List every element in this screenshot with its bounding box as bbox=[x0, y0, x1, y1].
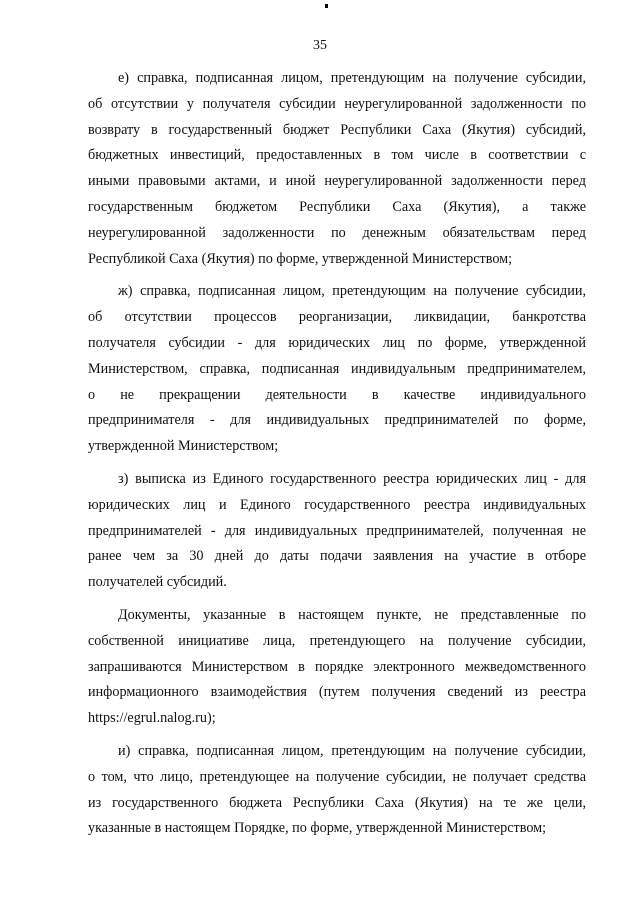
text-line: указанные в настоящем Порядке, по форме, утвержденной Министерством; bbox=[88, 820, 547, 837]
paragraph-i bbox=[88, 739, 586, 842]
text-line: получателей субсидий. bbox=[88, 574, 227, 591]
text-line: ранее чем за 30 дней до даты подачи заявления на участие в отборе bbox=[88, 548, 586, 565]
text-line: о не прекращении деятельности в качестве индивидуального bbox=[88, 386, 586, 403]
text-line: утвержденной Министерством; bbox=[88, 438, 279, 455]
text-line: об отсутствии у получателя субсидии неурегулированной задолженности по bbox=[88, 95, 586, 112]
text-line: предпринимателей - для индивидуальных предпринимателей, полученная не bbox=[88, 522, 586, 539]
page-number: 35 bbox=[313, 38, 327, 53]
text-line: предпринимателя - для индивидуальных предпринимателей по форме, bbox=[88, 412, 586, 429]
text-line: Министерством, справка, подписанная индивидуальным предпринимателем, bbox=[88, 360, 586, 377]
text-line: юридических лиц и Единого государственного реестра индивидуальных bbox=[88, 496, 586, 513]
text-line: е) справка, подписанная лицом, претендующим на получение субсидии, bbox=[118, 70, 586, 86]
text-line: об отсутствии процессов реорганизации, ликвидации, банкротства bbox=[88, 309, 586, 326]
text-line: и) справка, подписанная лицом, претендующим на получение субсидии, bbox=[118, 742, 586, 759]
text-line: Документы, указанные в настоящем пункте, не представленные по bbox=[118, 606, 586, 623]
text-line: ж) справка, подписанная лицом, претендующим на получение субсидии, bbox=[118, 283, 586, 300]
paragraph-documents bbox=[88, 603, 586, 732]
text-line: Республикой Саха (Якутия) по форме, утвержденной Министерством; bbox=[88, 250, 513, 267]
paragraph-e bbox=[88, 66, 586, 272]
text-line: з) выписка из Единого государственного реестра юридических лиц - для bbox=[118, 470, 586, 487]
text-line: возврату в государственный бюджет Республики Саха (Якутия) субсидий, bbox=[88, 121, 586, 138]
text-line: иными правовыми актами, и иной неурегулированной задолженности перед bbox=[88, 173, 586, 190]
text-line: https://egrul.nalog.ru); bbox=[88, 710, 216, 727]
paragraph-zh bbox=[88, 279, 586, 460]
text-line: получателя субсидии - для юридических лиц по форме, утвержденной bbox=[88, 334, 586, 351]
text-line: государственным бюджетом Республики Саха (Якутия), а также bbox=[88, 198, 586, 215]
text-line: запрашиваются Министерством в порядке электронного межведомственного bbox=[88, 658, 586, 675]
text-line: из государственного бюджета Республики Саха (Якутия) на те же цели, bbox=[88, 794, 586, 811]
document-body bbox=[88, 66, 586, 849]
text-line: о том, что лицо, претендующее на получение субсидии, не получает средства bbox=[88, 768, 586, 785]
text-line: собственной инициативе лица, претендующего на получение субсидии, bbox=[88, 632, 586, 649]
text-line: неурегулированной задолженности по денежным обязательствам перед bbox=[88, 224, 586, 241]
paragraph-z bbox=[88, 467, 586, 596]
text-line: бюджетных инвестиций, предоставленных в том числе в соответствии с bbox=[88, 147, 586, 164]
scan-artifact-mark bbox=[325, 4, 328, 8]
text-line: информационного взаимодействия (путем получения сведений из реестра bbox=[88, 684, 586, 701]
